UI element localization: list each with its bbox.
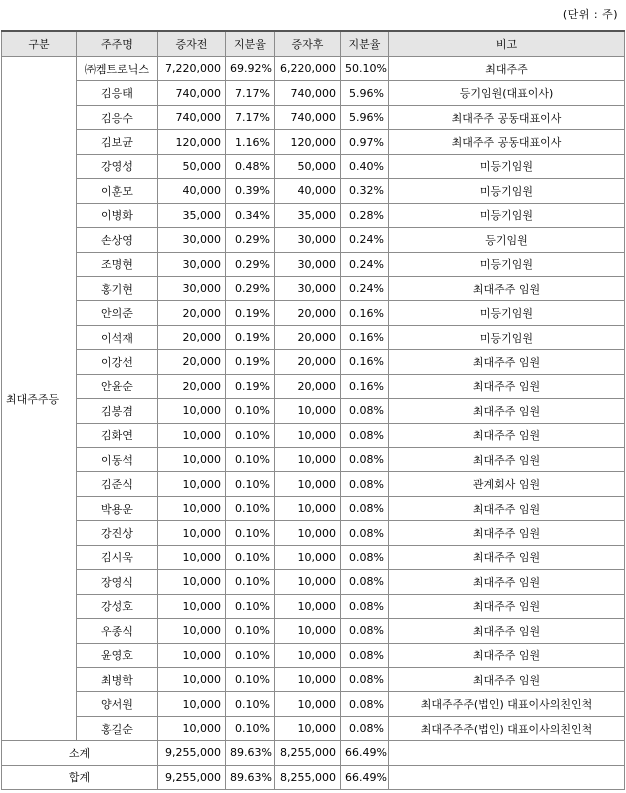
pct-before: 0.10% <box>226 448 275 472</box>
shareholder-name: 조명현 <box>77 252 158 276</box>
pct-before: 0.29% <box>226 252 275 276</box>
pct-after: 0.08% <box>341 594 389 618</box>
shares-after: 30,000 <box>275 252 341 276</box>
shares-before: 10,000 <box>158 423 226 447</box>
unit-note: (단위 : 주) <box>562 8 618 21</box>
shareholder-name: 김시욱 <box>77 545 158 569</box>
shares-after: 6,220,000 <box>275 57 341 81</box>
shares-after: 10,000 <box>275 643 341 667</box>
table-row <box>2 179 625 203</box>
subtotal-row <box>2 741 625 765</box>
pct-after: 5.96% <box>341 81 389 105</box>
shareholder-name: 김보균 <box>77 130 158 154</box>
note-cell: 미등기임원 <box>389 154 625 178</box>
pct-after: 0.40% <box>341 154 389 178</box>
shares-before: 35,000 <box>158 203 226 227</box>
note-cell: 최대주주 임원 <box>389 521 625 545</box>
subtotal-pct-after: 66.49% <box>341 741 389 765</box>
pct-after: 0.08% <box>341 545 389 569</box>
total-pct-before: 89.63% <box>226 765 275 789</box>
shareholder-name: 강진상 <box>77 521 158 545</box>
shares-after: 10,000 <box>275 667 341 691</box>
shares-before: 10,000 <box>158 521 226 545</box>
shares-after: 120,000 <box>275 130 341 154</box>
header-note: 비고 <box>389 31 625 57</box>
shares-before: 10,000 <box>158 643 226 667</box>
header-after-pct: 지분율 <box>341 31 389 57</box>
shareholder-table <box>1 30 625 790</box>
note-cell: 최대주주 임원 <box>389 374 625 398</box>
shares-before: 10,000 <box>158 716 226 740</box>
shares-before: 20,000 <box>158 301 226 325</box>
pct-after: 0.32% <box>341 179 389 203</box>
shares-before: 7,220,000 <box>158 57 226 81</box>
subtotal-note <box>389 741 625 765</box>
total-note <box>389 765 625 789</box>
header-row <box>2 31 625 57</box>
header-before-pct: 지분율 <box>226 31 275 57</box>
pct-before: 0.10% <box>226 667 275 691</box>
shareholder-name: 이병화 <box>77 203 158 227</box>
note-cell: 최대주주 임원 <box>389 448 625 472</box>
table-row <box>2 57 625 81</box>
shares-before: 20,000 <box>158 350 226 374</box>
pct-after: 0.08% <box>341 448 389 472</box>
shares-after: 10,000 <box>275 594 341 618</box>
shares-after: 740,000 <box>275 105 341 129</box>
table-row <box>2 643 625 667</box>
shares-before: 740,000 <box>158 105 226 129</box>
pct-after: 0.97% <box>341 130 389 154</box>
shareholder-name: 김화연 <box>77 423 158 447</box>
shares-before: 10,000 <box>158 399 226 423</box>
note-cell: 등기임원 <box>389 228 625 252</box>
pct-before: 0.10% <box>226 594 275 618</box>
pct-after: 0.16% <box>341 325 389 349</box>
header-after: 증자후 <box>275 31 341 57</box>
shareholder-name: 윤영호 <box>77 643 158 667</box>
table-row <box>2 203 625 227</box>
header-name: 주주명 <box>77 31 158 57</box>
shares-after: 20,000 <box>275 325 341 349</box>
shares-before: 10,000 <box>158 594 226 618</box>
pct-before: 0.39% <box>226 179 275 203</box>
note-cell: 미등기임원 <box>389 203 625 227</box>
total-pct-after: 66.49% <box>341 765 389 789</box>
shares-after: 30,000 <box>275 228 341 252</box>
table-row <box>2 716 625 740</box>
table-row <box>2 619 625 643</box>
table-row <box>2 81 625 105</box>
shares-before: 20,000 <box>158 325 226 349</box>
pct-after: 0.08% <box>341 667 389 691</box>
note-cell: 최대주주 <box>389 57 625 81</box>
pct-before: 7.17% <box>226 81 275 105</box>
shareholder-name: 이훈모 <box>77 179 158 203</box>
shares-after: 740,000 <box>275 81 341 105</box>
note-cell: 최대주주 임원 <box>389 667 625 691</box>
pct-before: 0.29% <box>226 276 275 300</box>
shares-after: 10,000 <box>275 496 341 520</box>
header-category: 구분 <box>2 31 77 57</box>
shareholder-name: 홍기현 <box>77 276 158 300</box>
shareholder-name: 홍길순 <box>77 716 158 740</box>
total-shares-after: 8,255,000 <box>275 765 341 789</box>
table-row <box>2 545 625 569</box>
pct-after: 0.24% <box>341 276 389 300</box>
total-shares-before: 9,255,000 <box>158 765 226 789</box>
note-cell: 미등기임원 <box>389 325 625 349</box>
pct-after: 0.08% <box>341 643 389 667</box>
table-row <box>2 276 625 300</box>
pct-before: 0.10% <box>226 423 275 447</box>
pct-before: 0.48% <box>226 154 275 178</box>
pct-after: 0.08% <box>341 399 389 423</box>
note-cell: 최대주주 임원 <box>389 423 625 447</box>
shareholder-name: 장영식 <box>77 570 158 594</box>
pct-before: 0.10% <box>226 521 275 545</box>
shares-after: 10,000 <box>275 423 341 447</box>
shares-before: 10,000 <box>158 545 226 569</box>
pct-after: 0.08% <box>341 570 389 594</box>
table-body <box>2 57 625 790</box>
shareholder-name: 안윤순 <box>77 374 158 398</box>
pct-before: 7.17% <box>226 105 275 129</box>
pct-after: 0.16% <box>341 301 389 325</box>
shares-after: 20,000 <box>275 301 341 325</box>
pct-before: 0.19% <box>226 350 275 374</box>
pct-before: 0.10% <box>226 570 275 594</box>
shares-after: 10,000 <box>275 472 341 496</box>
pct-after: 0.08% <box>341 496 389 520</box>
pct-before: 0.10% <box>226 692 275 716</box>
table-row <box>2 472 625 496</box>
shares-after: 35,000 <box>275 203 341 227</box>
shares-before: 40,000 <box>158 179 226 203</box>
pct-after: 0.08% <box>341 472 389 496</box>
shares-before: 50,000 <box>158 154 226 178</box>
shares-before: 10,000 <box>158 496 226 520</box>
shareholder-name: 김응태 <box>77 81 158 105</box>
note-cell: 최대주주 임원 <box>389 276 625 300</box>
note-cell: 최대주주 공동대표이사 <box>389 130 625 154</box>
pct-before: 0.10% <box>226 643 275 667</box>
shares-after: 10,000 <box>275 570 341 594</box>
table-row <box>2 399 625 423</box>
note-cell: 최대주주 임원 <box>389 496 625 520</box>
subtotal-label: 소계 <box>2 741 158 765</box>
note-cell: 최대주주 임원 <box>389 643 625 667</box>
shares-before: 10,000 <box>158 692 226 716</box>
pct-after: 0.24% <box>341 228 389 252</box>
shares-before: 740,000 <box>158 81 226 105</box>
pct-after: 0.08% <box>341 692 389 716</box>
note-cell: 최대주주 공동대표이사 <box>389 105 625 129</box>
total-row <box>2 765 625 789</box>
subtotal-shares-after: 8,255,000 <box>275 741 341 765</box>
shareholder-name: 이강선 <box>77 350 158 374</box>
note-cell: 최대주주주(법인) 대표이사의친인척 <box>389 716 625 740</box>
shareholder-name: 강영성 <box>77 154 158 178</box>
shares-after: 10,000 <box>275 399 341 423</box>
category-cell: 최대주주등 <box>2 57 77 741</box>
table-row <box>2 570 625 594</box>
pct-after: 0.16% <box>341 350 389 374</box>
shareholder-name: 강성호 <box>77 594 158 618</box>
note-cell: 최대주주주(법인) 대표이사의친인척 <box>389 692 625 716</box>
header-before: 증자전 <box>158 31 226 57</box>
note-cell: 등기임원(대표이사) <box>389 81 625 105</box>
shareholder-name: 김응수 <box>77 105 158 129</box>
shareholder-name: 이동석 <box>77 448 158 472</box>
shares-after: 10,000 <box>275 521 341 545</box>
note-cell: 관계회사 임원 <box>389 472 625 496</box>
subtotal-shares-before: 9,255,000 <box>158 741 226 765</box>
shareholder-name: 최병학 <box>77 667 158 691</box>
pct-after: 0.16% <box>341 374 389 398</box>
table-row <box>2 130 625 154</box>
shareholder-name: 손상영 <box>77 228 158 252</box>
note-cell: 미등기임원 <box>389 252 625 276</box>
shares-after: 10,000 <box>275 448 341 472</box>
pct-before: 0.10% <box>226 399 275 423</box>
pct-before: 0.19% <box>226 374 275 398</box>
shareholder-name: 안의준 <box>77 301 158 325</box>
note-cell: 미등기임원 <box>389 179 625 203</box>
table-row <box>2 301 625 325</box>
shares-before: 10,000 <box>158 472 226 496</box>
shares-before: 10,000 <box>158 619 226 643</box>
pct-after: 0.08% <box>341 521 389 545</box>
note-cell: 미등기임원 <box>389 301 625 325</box>
shares-before: 30,000 <box>158 276 226 300</box>
shares-after: 10,000 <box>275 545 341 569</box>
shareholder-name: 김준식 <box>77 472 158 496</box>
table-row <box>2 667 625 691</box>
shares-before: 30,000 <box>158 252 226 276</box>
shares-after: 10,000 <box>275 619 341 643</box>
shareholder-name: ㈜켐트로닉스 <box>77 57 158 81</box>
shareholder-name: 박용운 <box>77 496 158 520</box>
pct-after: 0.28% <box>341 203 389 227</box>
shareholder-name: 우종식 <box>77 619 158 643</box>
table-row <box>2 594 625 618</box>
table-row <box>2 374 625 398</box>
shares-before: 10,000 <box>158 667 226 691</box>
table-row <box>2 521 625 545</box>
shareholder-name: 양서원 <box>77 692 158 716</box>
shares-before: 10,000 <box>158 448 226 472</box>
subtotal-pct-before: 89.63% <box>226 741 275 765</box>
pct-before: 0.10% <box>226 619 275 643</box>
note-cell: 최대주주 임원 <box>389 594 625 618</box>
shares-after: 20,000 <box>275 350 341 374</box>
table-row <box>2 105 625 129</box>
pct-before: 0.19% <box>226 325 275 349</box>
note-cell: 최대주주 임원 <box>389 570 625 594</box>
pct-after: 0.24% <box>341 252 389 276</box>
shares-after: 10,000 <box>275 716 341 740</box>
pct-before: 0.19% <box>226 301 275 325</box>
shareholder-name: 김봉겸 <box>77 399 158 423</box>
shares-after: 20,000 <box>275 374 341 398</box>
pct-after: 0.08% <box>341 619 389 643</box>
table-row <box>2 325 625 349</box>
pct-before: 0.29% <box>226 228 275 252</box>
note-cell: 최대주주 임원 <box>389 399 625 423</box>
note-cell: 최대주주 임원 <box>389 619 625 643</box>
table-row <box>2 448 625 472</box>
table-row <box>2 423 625 447</box>
pct-before: 0.10% <box>226 545 275 569</box>
shares-before: 10,000 <box>158 570 226 594</box>
pct-before: 0.10% <box>226 472 275 496</box>
total-label: 합계 <box>2 765 158 789</box>
note-cell: 최대주주 임원 <box>389 545 625 569</box>
table-row <box>2 350 625 374</box>
pct-before: 0.10% <box>226 496 275 520</box>
table-row <box>2 154 625 178</box>
pct-before: 0.34% <box>226 203 275 227</box>
shares-after: 50,000 <box>275 154 341 178</box>
shares-after: 30,000 <box>275 276 341 300</box>
note-cell: 최대주주 임원 <box>389 350 625 374</box>
pct-before: 1.16% <box>226 130 275 154</box>
shares-before: 20,000 <box>158 374 226 398</box>
table-row <box>2 496 625 520</box>
shareholder-name: 이석재 <box>77 325 158 349</box>
pct-before: 69.92% <box>226 57 275 81</box>
table-row <box>2 252 625 276</box>
pct-after: 50.10% <box>341 57 389 81</box>
shares-after: 10,000 <box>275 692 341 716</box>
shares-after: 40,000 <box>275 179 341 203</box>
table-row <box>2 228 625 252</box>
table-row <box>2 692 625 716</box>
pct-after: 0.08% <box>341 423 389 447</box>
pct-after: 5.96% <box>341 105 389 129</box>
shares-before: 120,000 <box>158 130 226 154</box>
shares-before: 30,000 <box>158 228 226 252</box>
pct-after: 0.08% <box>341 716 389 740</box>
pct-before: 0.10% <box>226 716 275 740</box>
